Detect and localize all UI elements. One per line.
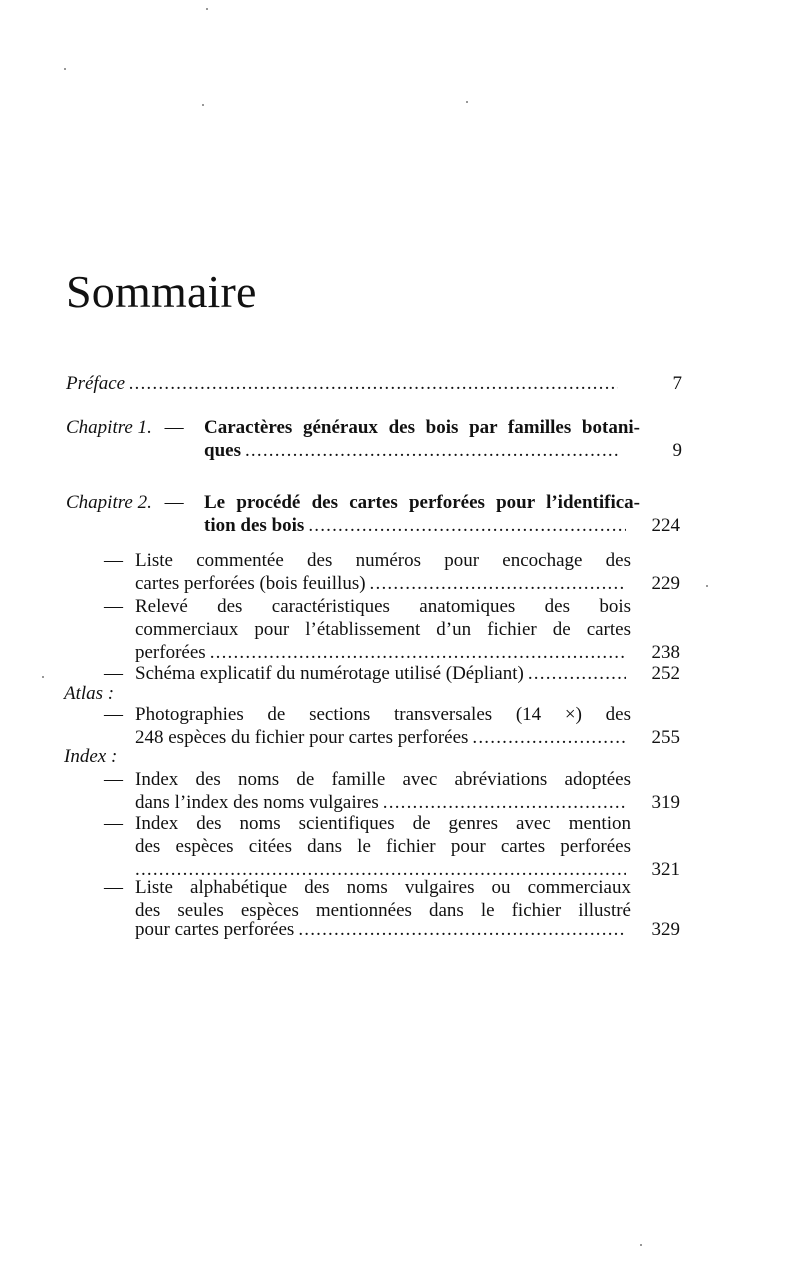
subentry-liste-alphabetique-line-3-text: pour cartes perforées — [135, 919, 295, 940]
toc-entry-preface — [66, 372, 618, 396]
page-title: Sommaire — [66, 266, 257, 317]
toc-entry-chapter-1 — [66, 416, 184, 440]
atlas-label: Atlas : — [64, 683, 115, 704]
subentry-dash: — — [104, 550, 123, 571]
scan-speck — [466, 101, 468, 103]
subentry-index-genres-line-1: Index des noms scientifiques de genres avec mention — [135, 813, 631, 834]
subentry-index-genres-page-number: 321 — [651, 859, 680, 880]
subentry-releve-line-2: commerciaux pour l’établissement d’un fichier de cartes — [135, 619, 631, 640]
chapter-1-title-line-2-text: ques — [204, 440, 241, 461]
subentry-liste-commentee-page-number: 229 — [651, 573, 680, 594]
toc-entry-chapter-2 — [66, 491, 184, 515]
subentry-photographies-line-2 — [135, 726, 626, 750]
chapter-1-title-line-2 — [204, 439, 618, 463]
subentry-dash: — — [104, 704, 123, 725]
subentry-schema-page-number: 252 — [651, 663, 680, 684]
chapter-2-title-line-1: Le procédé des cartes perforées pour l’identifica- — [204, 492, 640, 513]
subentry-photographies-line-1: Photographies de sections transversales (14 ×) des — [135, 704, 631, 725]
subentry-liste-alphabetique-line-3 — [135, 918, 626, 942]
subentry-photographies-page-number: 255 — [651, 727, 680, 748]
subentry-index-familles-page-number: 319 — [651, 792, 680, 813]
chapter-2-page-number: 224 — [651, 515, 680, 536]
subentry-index-familles-line-1: Index des noms de famille avec abréviations adoptées — [135, 769, 631, 790]
chapter-2-title-line-2 — [204, 514, 626, 538]
scan-speck — [202, 104, 204, 106]
leader-dots — [245, 439, 618, 463]
leader-dots — [298, 918, 626, 942]
subentry-schema-line-1-text: Schéma explicatif du numérotage utilisé (Dépliant) — [135, 663, 524, 684]
subentry-liste-alphabetique-line-1: Liste alphabétique des noms vulgaires ou commerciaux — [135, 877, 631, 898]
subentry-liste-commentee-line-2 — [135, 572, 626, 596]
subentry-releve-line-1: Relevé des caractéristiques anatomiques des bois — [135, 596, 631, 617]
subentry-schema-line-1 — [135, 662, 626, 686]
chapter-1-title-line-1: Caractères généraux des bois par familles botani- — [204, 417, 640, 438]
chapter-2-dash: — — [164, 492, 184, 513]
scan-speck — [640, 1244, 642, 1246]
leader-dots — [129, 372, 618, 396]
preface-label: Préface — [66, 373, 126, 394]
preface-page-number: 7 — [672, 373, 682, 394]
chapter-2-label: Chapitre 2. — [66, 492, 152, 513]
scan-speck — [706, 585, 708, 587]
subentry-liste-commentee-line-1: Liste commentée des numéros pour encochage des — [135, 550, 631, 571]
leader-dots — [370, 572, 626, 596]
subentry-index-familles-line-2-text: dans l’index des noms vulgaires — [135, 792, 379, 813]
scan-speck — [42, 676, 44, 678]
chapter-1-label: Chapitre 1. — [66, 417, 152, 438]
chapter-1-dash: — — [164, 417, 184, 438]
subentry-dash: — — [104, 769, 123, 790]
subentry-releve-line-3-text: perforées — [135, 642, 206, 663]
subentry-dash: — — [104, 877, 123, 898]
subentry-index-genres-line-2: des espèces citées dans le fichier pour cartes perforées — [135, 836, 631, 857]
chapter-1-page-number: 9 — [672, 440, 682, 461]
subentry-liste-alphabetique-line-2: des seules espèces mentionnées dans le fichier illustré — [135, 900, 631, 921]
subentry-liste-alphabetique-page-number: 329 — [651, 919, 680, 940]
subentry-dash: — — [104, 813, 123, 834]
index-label: Index : — [64, 746, 118, 767]
leader-dots — [472, 726, 626, 750]
subentry-photographies-line-2-text: 248 espèces du fichier pour cartes perforées — [135, 727, 469, 748]
subentry-dash: — — [104, 663, 123, 684]
chapter-2-title-line-2-text: tion des bois — [204, 515, 305, 536]
leader-dots — [528, 662, 626, 686]
scan-speck — [64, 68, 66, 70]
scan-speck — [206, 8, 208, 10]
subentry-dash: — — [104, 596, 123, 617]
subentry-releve-page-number: 238 — [651, 642, 680, 663]
subentry-liste-commentee-line-2-text: cartes perforées (bois feuillus) — [135, 573, 366, 594]
leader-dots — [308, 514, 626, 538]
